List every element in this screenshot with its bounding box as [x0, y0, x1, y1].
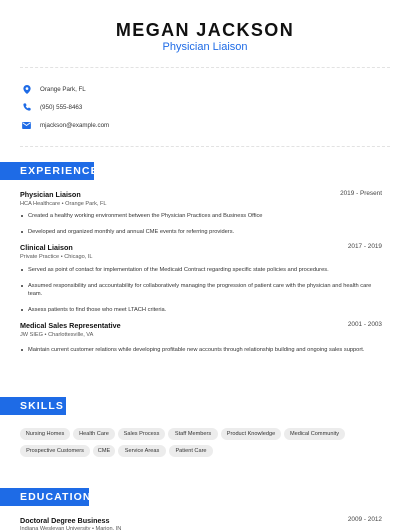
email-icon: [22, 121, 31, 130]
contact-phone-text: (950) 555-8463: [40, 103, 83, 111]
skill-chip: Medical Community: [284, 428, 345, 440]
job-title: Clinical Liaison: [20, 243, 73, 252]
skills-list: [20, 428, 390, 458]
education-dates: 2009 - 2012: [347, 516, 382, 523]
skill-chip: Patient Care: [169, 445, 213, 457]
skill-chip: Prospective Customers: [20, 445, 90, 457]
job-bullet: Maintain current customer relations while developing profitable new accounts through relationship building and ongoing sales support.: [20, 346, 382, 354]
education-heading: EDUCATION: [0, 488, 89, 506]
job-bullet: Assumed responsibility and accountability for collaboratively managing the progression of patient care with the physician and health care team.: [20, 282, 382, 299]
skill-chip: Nursing Homes: [20, 428, 70, 440]
contact-location-text: Orange Park, FL: [40, 85, 86, 93]
contact-email: [22, 118, 109, 132]
experience-heading: EXPERIENCE: [0, 162, 94, 180]
location-pin-icon: [22, 85, 31, 94]
job-title: Medical Sales Representative: [20, 321, 121, 330]
contact-location: [22, 82, 86, 96]
job-title: Physician Liaison: [20, 190, 81, 199]
job-bullet: Developed and organized monthly and annual CME events for referring providers.: [20, 228, 382, 236]
job-dates: 2019 - Present: [340, 190, 382, 197]
education-degree: Doctoral Degree Business: [20, 516, 110, 525]
skills-heading: SKILLS: [0, 397, 66, 415]
job-dates: 2017 - 2019: [347, 243, 382, 250]
divider: [20, 146, 390, 147]
education-entry: [20, 516, 382, 530]
job-bullet: Created a healthy working environment between the Physician Practices and Business Office: [20, 212, 382, 220]
contact-phone: [22, 100, 82, 114]
skill-chip: Product Knowledge: [221, 428, 281, 440]
job-company: JW SIEG • Charlottesville, VA: [20, 332, 94, 338]
skill-chip: Health Care: [73, 428, 115, 440]
candidate-name: MEGAN JACKSON: [115, 20, 295, 40]
education-school: Indiana Wesleyan University • Marion, IN: [20, 526, 122, 530]
job-bullet: Assess patients to find those who meet LTACH criteria.: [20, 306, 382, 314]
job-dates: 2001 - 2003: [347, 321, 382, 328]
divider: [20, 67, 390, 68]
candidate-role: Physician Liaison: [162, 41, 248, 53]
contact-email-text: mjackson@example.com: [40, 121, 110, 129]
job-entry: [20, 190, 382, 245]
phone-icon: [22, 103, 31, 112]
job-entry: [20, 243, 382, 321]
skill-chip: Service Areas: [118, 445, 166, 457]
job-entry: [20, 321, 382, 366]
job-company: HCA Healthcare • Orange Park, FL: [20, 201, 107, 207]
skill-chip: CME: [93, 445, 115, 457]
job-company: Private Practice • Chicago, IL: [20, 254, 93, 260]
skill-chip: Staff Members: [168, 428, 218, 440]
skill-chip: Sales Process: [118, 428, 165, 440]
job-bullet: Served as point of contact for implementation of the Medicaid Contract regarding specific state policies and procedures.: [20, 266, 382, 274]
